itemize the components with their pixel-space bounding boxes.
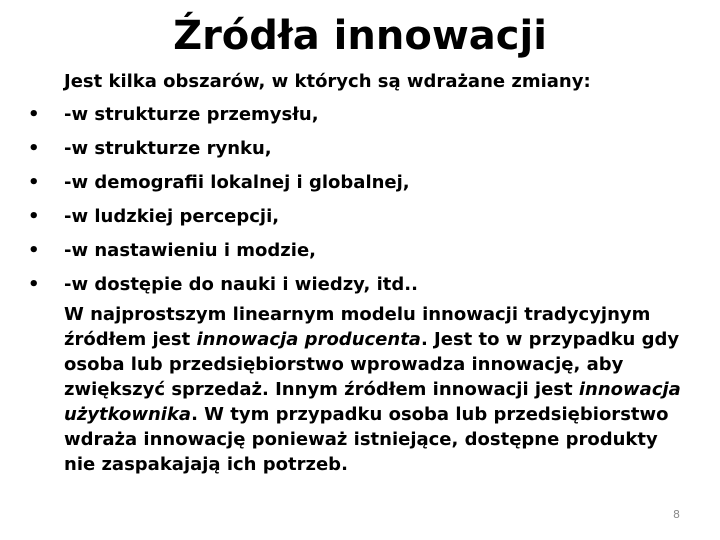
bullet-text: -w ludzkiej percepcji, <box>64 206 280 227</box>
bullet-text: -w strukturze rynku, <box>64 138 272 159</box>
bullet-text: -w nastawieniu i modzie, <box>64 240 316 261</box>
page-number: 8 <box>673 508 680 521</box>
bullet-text: -w dostępie do nauki i wiedzy, itd.. <box>64 274 418 295</box>
intro-text: Jest kilka obszarów, w których są wdrażane zmiany: <box>64 71 591 92</box>
bullet-icon: • <box>28 104 40 125</box>
bullet-text: -w demografii lokalnej i globalnej, <box>64 172 410 193</box>
paragraph-text: . W tym przypadku osoba lub przedsiębiorstwo wdraża innowację ponieważ istniejące, dostępne produkty nie zaspakajają ich potrzeb. <box>64 404 669 475</box>
body-paragraph <box>64 302 684 477</box>
bullet-icon: • <box>28 206 40 227</box>
bullet-icon: • <box>28 274 40 295</box>
bullet-icon: • <box>28 138 40 159</box>
emphasis-user-innovation: innowacja użytkownika <box>64 379 681 425</box>
emphasis-producer-innovation: innowacja producenta <box>196 329 421 350</box>
bullet-icon: • <box>28 240 40 261</box>
bullet-icon: • <box>28 172 40 193</box>
paragraph-text: W najprostszym linearnym modelu innowacji tradycyjnym źródłem jest <box>64 304 651 350</box>
paragraph-text: . Jest to w przypadku gdy osoba lub przedsiębiorstwo wprowadza innowację, aby zwiększyć sprzedaż. Innym źródłem innowacji jest <box>64 329 680 400</box>
bullet-text: -w strukturze przemysłu, <box>64 104 319 125</box>
slide-title: Źródła innowacji <box>173 13 547 59</box>
